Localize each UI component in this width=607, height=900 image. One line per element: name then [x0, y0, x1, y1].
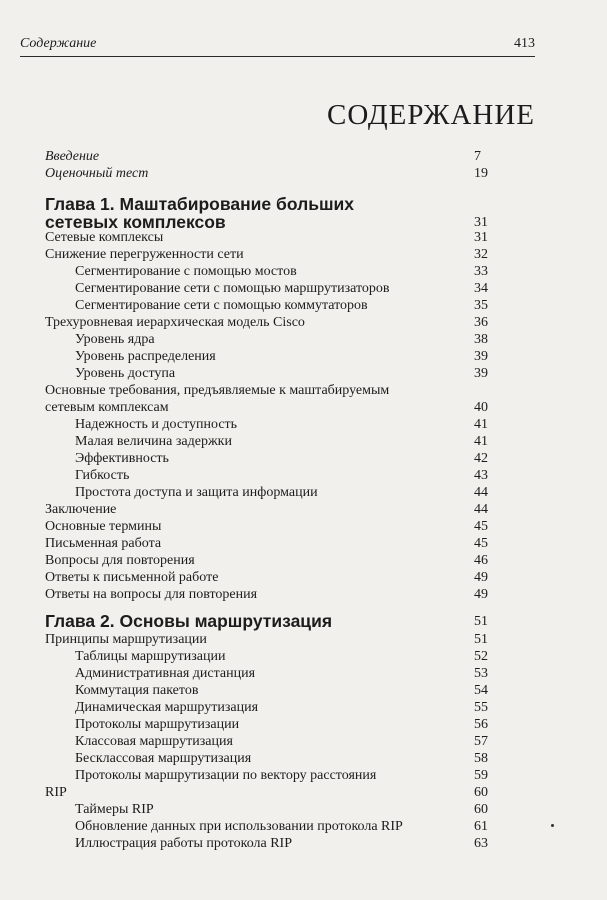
toc-entry: Протоколы маршрутизации по вектору расстояния	[75, 768, 377, 783]
toc-entry: Простота доступа и защита информации	[75, 485, 318, 500]
entry-page: 51	[474, 632, 488, 647]
entry-page: 57	[474, 734, 488, 749]
entry-page: 60	[474, 785, 488, 800]
toc-entry	[45, 165, 148, 182]
toc-entry: Основные термины	[45, 519, 162, 534]
entry-page: 34	[474, 281, 488, 296]
toc-entry: Основные требования, предъявляемые к маштабируемым	[45, 383, 390, 398]
toc-entry: Ответы к письменной работе	[45, 570, 219, 585]
toc-entry: Классовая маршрутизация	[75, 734, 233, 749]
toc-entry: Динамическая маршрутизация	[75, 700, 259, 715]
toc-entry: Сегментирование сети с помощью коммутаторов	[75, 298, 368, 313]
toc-entry	[45, 148, 99, 165]
entry-page: 32	[474, 247, 488, 262]
toc-entry: Коммутация пакетов	[75, 683, 199, 698]
toc-entry: Уровень ядра	[75, 332, 155, 347]
entry-page: 52	[474, 649, 488, 664]
toc-entry: Малая величина задержки	[75, 434, 232, 449]
entry-page: 42	[474, 451, 488, 466]
entry-page: 49	[474, 570, 488, 585]
toc-entry: Иллюстрация работы протокола RIP	[75, 836, 292, 851]
entry-page: 38	[474, 332, 488, 347]
toc-entry: Ответы на вопросы для повторения	[45, 587, 258, 602]
entry-page: 44	[474, 485, 488, 500]
toc-entry: Административная дистанция	[75, 666, 256, 681]
entry-page: 33	[474, 264, 488, 279]
entry-page: 49	[474, 587, 488, 602]
section-name: Содержание	[20, 36, 97, 51]
page-number: 413	[514, 36, 535, 51]
toc-entry: Гибкость	[75, 468, 130, 483]
entry-page: 7	[474, 149, 481, 164]
toc-entry: Бесклассовая маршрутизация	[75, 751, 252, 766]
entry-label: Оценочный тест	[45, 166, 149, 181]
entry-page: 19	[474, 166, 488, 181]
chapter-2-title: Глава 2. Основы маршрутизация	[45, 611, 333, 631]
chapter-1-title-line1: Глава 1. Маштабирование больших	[45, 194, 355, 214]
running-head	[20, 36, 535, 52]
toc-entry: сетевым комплексам	[45, 400, 169, 415]
toc-entry: Сегментирование с помощью мостов	[75, 264, 297, 279]
toc-entry: Эффективность	[75, 451, 169, 466]
entry-page: 35	[474, 298, 488, 313]
entry-page: 39	[474, 366, 488, 381]
entry-page: 60	[474, 802, 488, 817]
toc-entry: RIP	[45, 785, 67, 800]
entry-page: 59	[474, 768, 488, 783]
toc-entry: Обновление данных при использовании протокола RIP	[75, 819, 403, 834]
entry-page: 41	[474, 417, 488, 432]
page-title: СОДЕРЖАНИЕ	[327, 99, 535, 131]
toc-entry: Таймеры RIP	[75, 802, 154, 817]
chapter-1-title-line2: сетевых комплексов	[45, 212, 226, 232]
ink-dot	[551, 824, 554, 827]
toc-entry: Принципы маршрутизации	[45, 632, 207, 647]
entry-page: 46	[474, 553, 488, 568]
entry-page: 44	[474, 502, 488, 517]
toc-entry: Надежность и доступность	[75, 417, 238, 432]
entry-page: 40	[474, 400, 488, 415]
entry-page: 56	[474, 717, 488, 732]
entry-page: 31	[474, 230, 488, 245]
entry-label: Введение	[45, 149, 100, 164]
entry-page: 45	[474, 536, 488, 551]
entry-page: 61	[474, 819, 488, 834]
entry-page: 36	[474, 315, 488, 330]
toc-entry: Протоколы маршрутизации	[75, 717, 240, 732]
toc-entry: Письменная работа	[45, 536, 162, 551]
header-rule	[20, 56, 535, 57]
entry-page: 63	[474, 836, 488, 851]
toc-entry: Уровень распределения	[75, 349, 216, 364]
toc-entry: Заключение	[45, 502, 117, 517]
entry-page: 58	[474, 751, 488, 766]
entry-page: 39	[474, 349, 488, 364]
toc-entry: Снижение перегруженности сети	[45, 247, 244, 262]
toc-entry: Уровень доступа	[75, 366, 176, 381]
entry-page: 41	[474, 434, 488, 449]
toc-entry: Трехуровневая иерархическая модель Cisco	[45, 315, 305, 330]
toc-entry: Вопросы для повторения	[45, 553, 195, 568]
entry-page: 45	[474, 519, 488, 534]
chapter-1-page: 31	[474, 215, 488, 230]
toc-entry: Сетевые комплексы	[45, 230, 164, 245]
entry-page: 55	[474, 700, 488, 715]
entry-page: 43	[474, 468, 488, 483]
entry-page: 53	[474, 666, 488, 681]
toc-entry: Сегментирование сети с помощью маршрутизаторов	[75, 281, 390, 296]
toc-entry: Таблицы маршрутизации	[75, 649, 226, 664]
entry-page: 54	[474, 683, 488, 698]
chapter-2-page: 51	[474, 614, 488, 629]
